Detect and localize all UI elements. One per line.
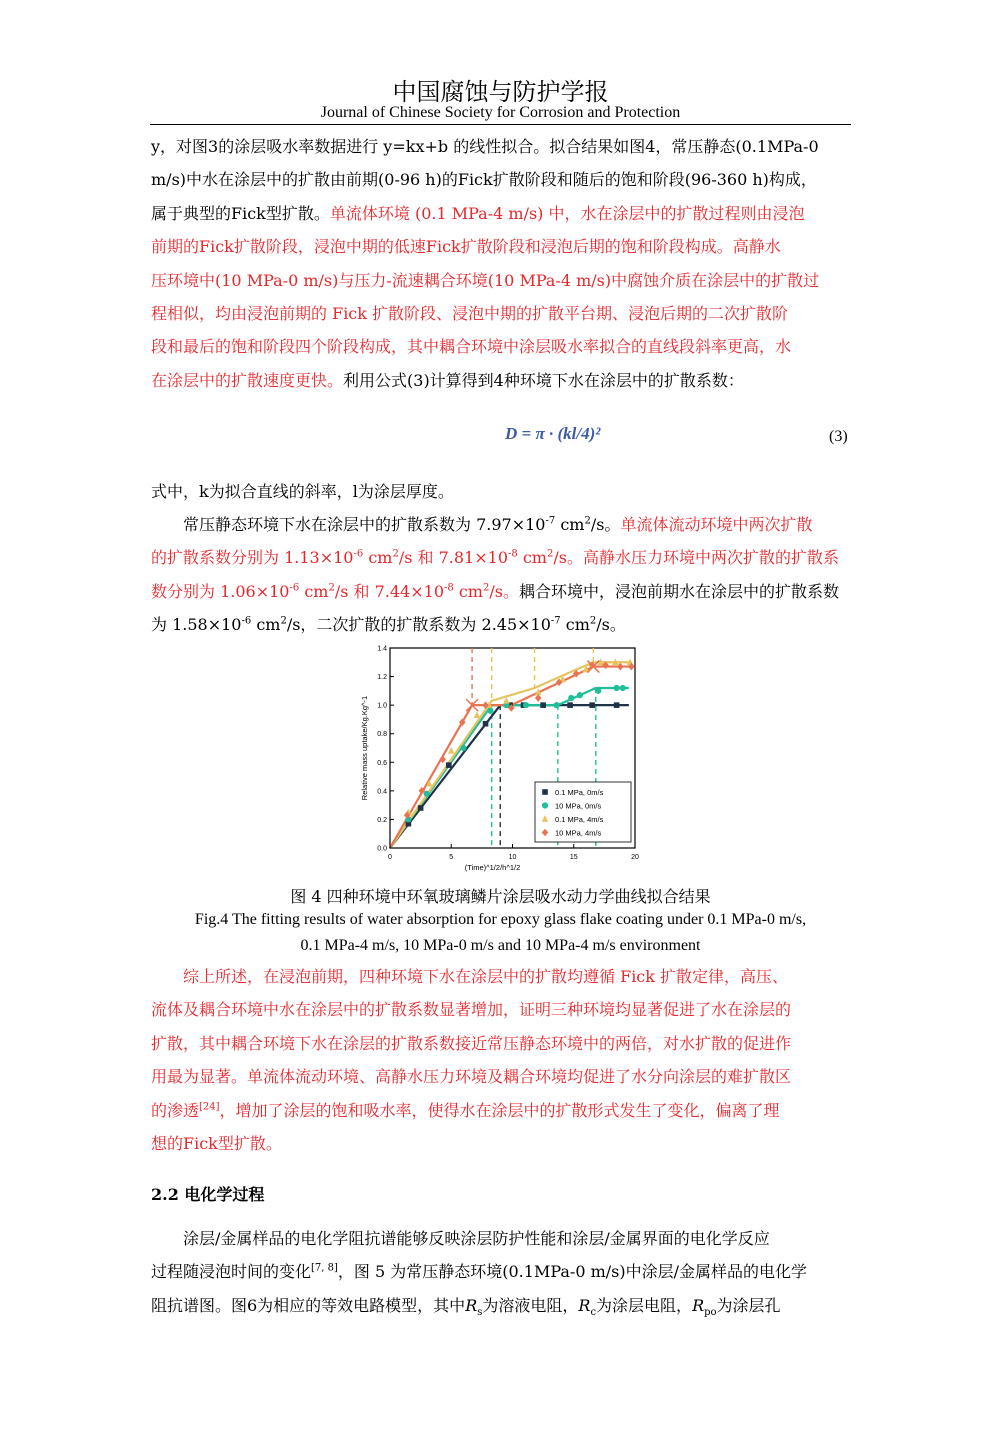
y-tick-label: 1.4 bbox=[377, 645, 387, 653]
data-point bbox=[589, 702, 595, 708]
text-line: 用最为显著。单流体流动环境、高静水压力环境及耦合环境均促进了水分向涂层的难扩散区 bbox=[151, 1067, 792, 1087]
text-line: 属于典型的Fick型扩散。单流体环境 (0.1 MPa-4 m/s) 中，水在涂层中的扩散过程则由浸泡 bbox=[151, 203, 805, 223]
x-tick-label: 5 bbox=[449, 854, 454, 861]
text-line: m/s)中水在涂层中的扩散由前期(0-96 h)的Fick扩散阶段和随后的饱和阶段(96-360 h)构成， bbox=[151, 170, 817, 190]
text-line: 在涂层中的扩散速度更快。利用公式(3)计算得到4种环境下水在涂层中的扩散系数： bbox=[151, 370, 744, 390]
journal-title-cn: 中国腐蚀与防护学报 bbox=[392, 78, 609, 106]
text-line: 的扩散系数分别为 $1.13\times 10^{-6}$ $cm^2/s$ 和 $7.81\times 10^{-8}$ $cm^2/s$。高静水压力环境中两次扩散的扩散系 bbox=[151, 548, 839, 568]
header-rule bbox=[150, 124, 851, 125]
data-point bbox=[567, 702, 573, 708]
data-point bbox=[483, 721, 489, 727]
text-line: y，对图3的涂层吸水率数据进行 y=kx+b 的线性拟合。拟合结果如图4，常压静态(0.1MPa-0 bbox=[151, 137, 819, 156]
data-point bbox=[614, 685, 620, 691]
text-line: 前期的Fick扩散阶段，浸泡中期的低速Fick扩散阶段和浸泡后期的饱和阶段构成。高静水 bbox=[151, 237, 781, 257]
y-tick-label: 0.8 bbox=[377, 731, 387, 739]
text-line: 的渗透[24]，增加了涂层的饱和吸水率，使得水在涂层中的扩散形式发生了变化，偏离了理 bbox=[151, 1100, 780, 1120]
x-tick-label: 0 bbox=[388, 854, 392, 861]
text-line: 想的Fick型扩散。 bbox=[151, 1134, 282, 1154]
y-tick-label: 0.4 bbox=[377, 788, 387, 796]
section-heading: 2.2 电化学过程 bbox=[151, 1185, 265, 1204]
text-line: 阻抗谱图。图6为相应的等效电路模型，其中$R_s$为溶液电阻，$R_c$为涂层电阻，$R_{po}$为涂层孔 bbox=[151, 1295, 781, 1318]
y-tick-label: 0.0 bbox=[377, 845, 387, 853]
data-point bbox=[487, 708, 493, 714]
equation-number: (3) bbox=[829, 428, 848, 445]
text-line: 过程随浸泡时间的变化[7, 8]，图 5 为常压静态环境(0.1MPa-0 m/s)中涂层/金属样品的电化学 bbox=[151, 1262, 807, 1282]
data-point bbox=[554, 702, 560, 708]
legend-label: 10 MPa, 4m/s bbox=[555, 828, 602, 838]
legend-label: 0.1 MPa, 4m/s bbox=[555, 815, 604, 824]
y-tick-label: 0.2 bbox=[377, 816, 387, 824]
data-point bbox=[446, 762, 452, 768]
data-point bbox=[614, 702, 620, 708]
text-line: 数分别为 $1.06\times 10^{-6}$ $cm^2/s$ 和 $7.44\times 10^{-8}$ $cm^2/s$。耦合环境中，浸泡前期水在涂层中的扩散系数 bbox=[151, 581, 839, 601]
legend-label: 0.1 MPa, 0m/s bbox=[555, 788, 604, 797]
data-point bbox=[523, 702, 529, 708]
figure-caption-en-1: Fig.4 The fitting results of water absorption for epoxy glass flake coating under 0.1 MPa-0 m/s, bbox=[194, 911, 807, 928]
paragraph-eis bbox=[151, 1222, 851, 1322]
data-point bbox=[418, 805, 424, 811]
text-line: 扩散，其中耦合环境下水在涂层的扩散系数接近常压静态环境中的两倍，对水扩散的促进作 bbox=[151, 1033, 792, 1053]
data-point bbox=[542, 802, 548, 808]
data-point bbox=[542, 789, 548, 795]
data-point bbox=[620, 685, 626, 691]
y-axis-label: Relative mass uptake/Kg.Kg^-1 bbox=[360, 695, 369, 801]
journal-title-en: Journal of Chinese Society for Corrosion and Protection bbox=[320, 104, 681, 121]
text-line: 程相似，均由浸泡前期的 Fick 扩散阶段、浸泡中期的扩散平台期、浸泡后期的二次扩散阶 bbox=[151, 304, 789, 324]
x-tick-label: 10 bbox=[508, 854, 517, 861]
figure-caption-cn: 图 4 四种环境中环氧玻璃鳞片涂层吸水动力学曲线拟合结果 bbox=[290, 887, 711, 906]
legend-label: 10 MPa, 0m/s bbox=[555, 801, 602, 811]
data-point bbox=[424, 791, 430, 797]
data-point bbox=[577, 692, 583, 698]
data-point bbox=[568, 695, 574, 701]
text-line: 为 $1.58\times 10^{-6}$ $cm^2/s$，二次扩散的扩散系数为 $2.45\times 10^{-7}$ $cm^2/s$。 bbox=[151, 615, 626, 635]
x-tick-label: 20 bbox=[631, 854, 639, 861]
text-line: 式中，k为拟合直线的斜率，l为涂层厚度。 bbox=[151, 482, 454, 501]
figure-caption-en-2: 0.1 MPa-4 m/s, 10 MPa-0 m/s and 10 MPa-4 m/s environment bbox=[300, 937, 701, 954]
data-point bbox=[540, 702, 546, 708]
text-line: 段和最后的饱和阶段四个阶段构成，其中耦合环境中涂层吸水率拟合的直线段斜率更高，水 bbox=[151, 337, 792, 357]
paragraph-equation-note bbox=[151, 475, 851, 508]
paragraph-diffusion-coefficients bbox=[151, 508, 851, 642]
equation-3: D = π · (kl/4)² bbox=[505, 424, 601, 443]
text-line: 压环境中(10 MPa-0 m/s)与压力-流速耦合环境(10 MPa-4 m/s)中腐蚀介质在涂层中的扩散过 bbox=[151, 270, 820, 290]
text-line: 常压静态环境下水在涂层中的扩散系数为 $7.97\times 10^{-7}$ $cm^2/s$。单流体流动环境中两次扩散 bbox=[183, 515, 813, 534]
y-tick-label: 1.0 bbox=[377, 702, 387, 710]
x-tick-label: 15 bbox=[569, 854, 578, 861]
data-point bbox=[460, 745, 466, 751]
text-line: 涂层/金属样品的电化学阻抗谱能够反映涂层防护性能和涂层/金属界面的电化学反应 bbox=[183, 1229, 770, 1248]
text-line: 流体及耦合环境中水在涂层中的扩散系数显著增加，证明三种环境均显著促进了水在涂层的 bbox=[151, 1000, 792, 1020]
data-point bbox=[595, 688, 601, 694]
x-axis-label: (Time)^1/2/h^1/2 bbox=[464, 863, 521, 872]
paragraph-fitting bbox=[151, 130, 851, 397]
paragraph-summary bbox=[151, 960, 851, 1160]
y-tick-label: 0.6 bbox=[377, 759, 387, 767]
water-uptake-chart bbox=[355, 640, 655, 875]
text-line: 综上所述，在浸泡前期，四种环境下水在涂层中的扩散均遵循 Fick 扩散定律，高压、 bbox=[183, 967, 789, 986]
y-tick-label: 1.2 bbox=[377, 674, 387, 682]
